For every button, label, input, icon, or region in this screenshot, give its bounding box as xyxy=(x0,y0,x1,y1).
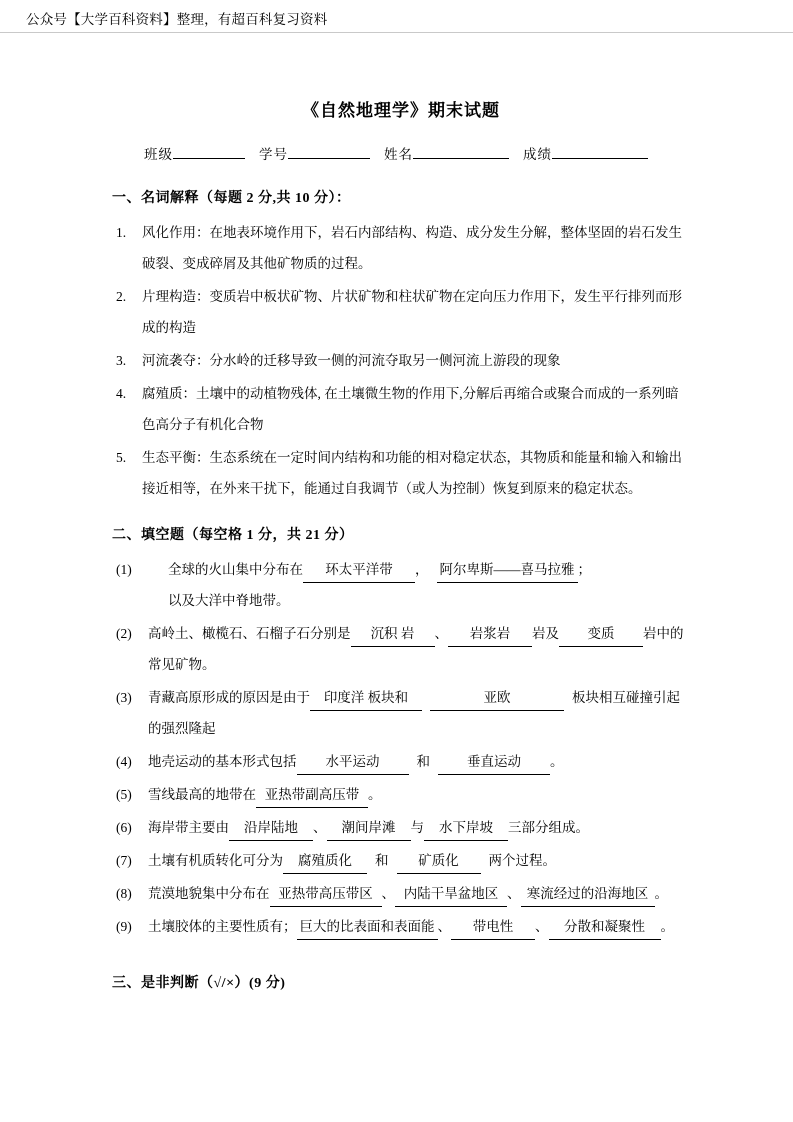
blank-prefix: 荒漠地貌集中分布在 xyxy=(148,886,270,901)
item-text xyxy=(148,554,690,616)
blank-answer[interactable]: 沉积 岩 xyxy=(351,622,435,647)
list-item xyxy=(112,378,690,440)
blank-suffix: 两个过程。 xyxy=(488,853,556,868)
watermark-text: 公众号【大学百科资料】整理，有超百科复习资料 xyxy=(26,12,328,27)
section-heading-1: 一、名词解释（每题 2 分,共 10 分）： xyxy=(112,191,351,206)
blank-sep: 与 xyxy=(410,820,424,835)
item-number: 1. xyxy=(116,225,127,240)
item-text xyxy=(148,746,690,777)
blank-answer[interactable]: 分散和凝聚性 xyxy=(549,915,661,940)
score-label: 成绩 xyxy=(523,147,552,162)
blank-answer[interactable]: 潮间岸滩 xyxy=(327,816,411,841)
blank-sep: ， xyxy=(415,562,429,577)
item-number: 4. xyxy=(116,386,127,401)
header-divider xyxy=(0,32,793,33)
blank-sep: 、 xyxy=(535,919,549,934)
list-item xyxy=(112,911,690,942)
blank-prefix: 高岭土、橄榄石、石榴子石分别是 xyxy=(148,626,351,641)
blank-suffix: 以及大洋中脊地带。 xyxy=(168,593,290,608)
blank-suffix: 。 xyxy=(660,919,674,934)
fill-blank-list xyxy=(112,554,690,942)
item-number: (9) xyxy=(116,919,132,934)
list-item xyxy=(112,845,690,876)
blank-sep: 、 xyxy=(313,820,327,835)
blank-answer[interactable]: 带电性 xyxy=(451,915,535,940)
blank-answer[interactable]: 寒流经过的沿海地区 xyxy=(521,882,655,907)
item-number: (5) xyxy=(116,787,132,802)
list-item xyxy=(112,779,690,810)
blank-sep: 和 xyxy=(375,853,389,868)
blank-answer[interactable]: 水平运动 xyxy=(297,750,409,775)
blank-answer[interactable]: 巨大的比表面和表面能 xyxy=(297,915,438,940)
item-text: 生态平衡：生态系统在一定时间内结构和功能的相对稳定状态，其物质和能量和输入和输出接近相等，在外来干扰下，能通过自我调节（或人为控制）恢复到原来的稳定状态。 xyxy=(142,450,682,496)
blank-answer[interactable]: 环太平洋带 xyxy=(303,558,415,583)
blank-sep: 岩及 xyxy=(532,626,559,641)
blank-answer[interactable]: 亚热带高压带区 xyxy=(270,882,382,907)
list-item xyxy=(112,442,690,504)
list-item xyxy=(112,554,690,616)
blank-suffix: 。 xyxy=(368,787,382,802)
blank-answer[interactable]: 垂直运动 xyxy=(438,750,550,775)
list-item xyxy=(112,812,690,843)
item-number: (8) xyxy=(116,886,132,901)
item-text: 风化作用：在地表环境作用下，岩石内部结构、构造、成分发生分解，整体坚固的岩石发生破裂、变成碎屑及其他矿物质的过程。 xyxy=(142,225,682,271)
section-heading-2: 二、填空题（每空格 1 分，共 21 分） xyxy=(112,528,354,543)
blank-suffix: 。 xyxy=(654,886,668,901)
item-text xyxy=(148,812,690,843)
blank-answer[interactable]: 印度洋 板块和 xyxy=(310,686,422,711)
name-label: 姓名 xyxy=(384,147,413,162)
student-no-label: 学号 xyxy=(259,147,288,162)
item-text: 河流袭夺：分水岭的迁移导致一侧的河流夺取另一侧河流上游段的现象 xyxy=(142,353,561,368)
class-blank[interactable] xyxy=(173,158,245,159)
name-blank[interactable] xyxy=(413,158,509,159)
student-no-blank[interactable] xyxy=(288,158,370,159)
item-number: (1) xyxy=(116,562,132,577)
blank-sep: 、 xyxy=(381,886,395,901)
score-blank[interactable] xyxy=(552,158,648,159)
blank-answer[interactable]: 矿质化 xyxy=(397,849,481,874)
student-info-row xyxy=(112,143,690,163)
blank-answer[interactable]: 亚欧 xyxy=(430,686,564,711)
blank-prefix: 青藏高原形成的原因是由于 xyxy=(148,690,310,705)
item-text xyxy=(148,878,690,909)
item-text: 腐殖质：土壤中的动植物残体, 在土壤微生物的作用下,分解后再缩合或聚合而成的一系列暗色高分子有机化合物 xyxy=(142,386,679,432)
blank-prefix: 海岸带主要由 xyxy=(148,820,229,835)
item-text xyxy=(148,779,690,810)
list-item xyxy=(112,878,690,909)
item-number: 5. xyxy=(116,450,127,465)
blank-sep: 、 xyxy=(434,626,448,641)
blank-answer[interactable]: 内陆干旱盆地区 xyxy=(395,882,507,907)
blank-prefix: 地壳运动的基本形式包括 xyxy=(148,754,297,769)
blank-prefix: 土壤有机质转化可分为 xyxy=(148,853,283,868)
blank-sep: 、 xyxy=(507,886,521,901)
blank-suffix: 。 xyxy=(550,754,564,769)
section-heading-3: 三、是非判断（√/×）(9 分) xyxy=(112,976,286,991)
item-number: (7) xyxy=(116,853,132,868)
term-explanation-list xyxy=(112,217,690,504)
list-item xyxy=(112,281,690,343)
blank-sep: 、 xyxy=(437,919,451,934)
item-number: (2) xyxy=(116,626,132,641)
page-title: 《自然地理学》期末试题 xyxy=(302,101,500,120)
blank-answer[interactable]: 亚热带副高压带 xyxy=(256,783,368,808)
item-text xyxy=(148,618,690,680)
blank-suffix: 岩中的常见矿物。 xyxy=(148,626,684,672)
blank-suffix: 板块相互碰撞引起的强烈隆起 xyxy=(148,690,680,736)
list-item xyxy=(112,682,690,744)
list-item xyxy=(112,217,690,279)
item-number: (3) xyxy=(116,690,132,705)
item-number: 2. xyxy=(116,289,127,304)
blank-answer[interactable]: 水下岸坡 xyxy=(424,816,508,841)
item-text: 片理构造：变质岩中板状矿物、片状矿物和柱状矿物在定向压力作用下，发生平行排列而形成的构造 xyxy=(142,289,682,335)
blank-prefix: 土壤胶体的主要性质有； xyxy=(148,919,297,934)
list-item xyxy=(112,618,690,680)
item-text xyxy=(148,845,690,876)
blank-suffix: 三部分组成。 xyxy=(508,820,589,835)
blank-answer[interactable]: 岩浆岩 xyxy=(448,622,532,647)
blank-prefix: 雪线最高的地带在 xyxy=(148,787,256,802)
blank-answer[interactable]: 阿尔卑斯——喜马拉雅 xyxy=(437,558,578,583)
item-text xyxy=(148,682,690,744)
item-number: (6) xyxy=(116,820,132,835)
blank-answer[interactable]: 变质 xyxy=(559,622,643,647)
list-item xyxy=(112,345,690,376)
item-number: 3. xyxy=(116,353,127,368)
blank-answer[interactable]: 沿岸陆地 xyxy=(229,816,313,841)
item-number: (4) xyxy=(116,754,132,769)
blank-sep: 和 xyxy=(416,754,430,769)
class-label: 班级 xyxy=(144,147,173,162)
blank-answer[interactable]: 腐殖质化 xyxy=(283,849,367,874)
document-content xyxy=(112,96,690,1002)
blank-prefix: 全球的火山集中分布在 xyxy=(168,562,303,577)
blank-sep: ； xyxy=(577,562,591,577)
item-text xyxy=(148,911,690,942)
list-item xyxy=(112,746,690,777)
